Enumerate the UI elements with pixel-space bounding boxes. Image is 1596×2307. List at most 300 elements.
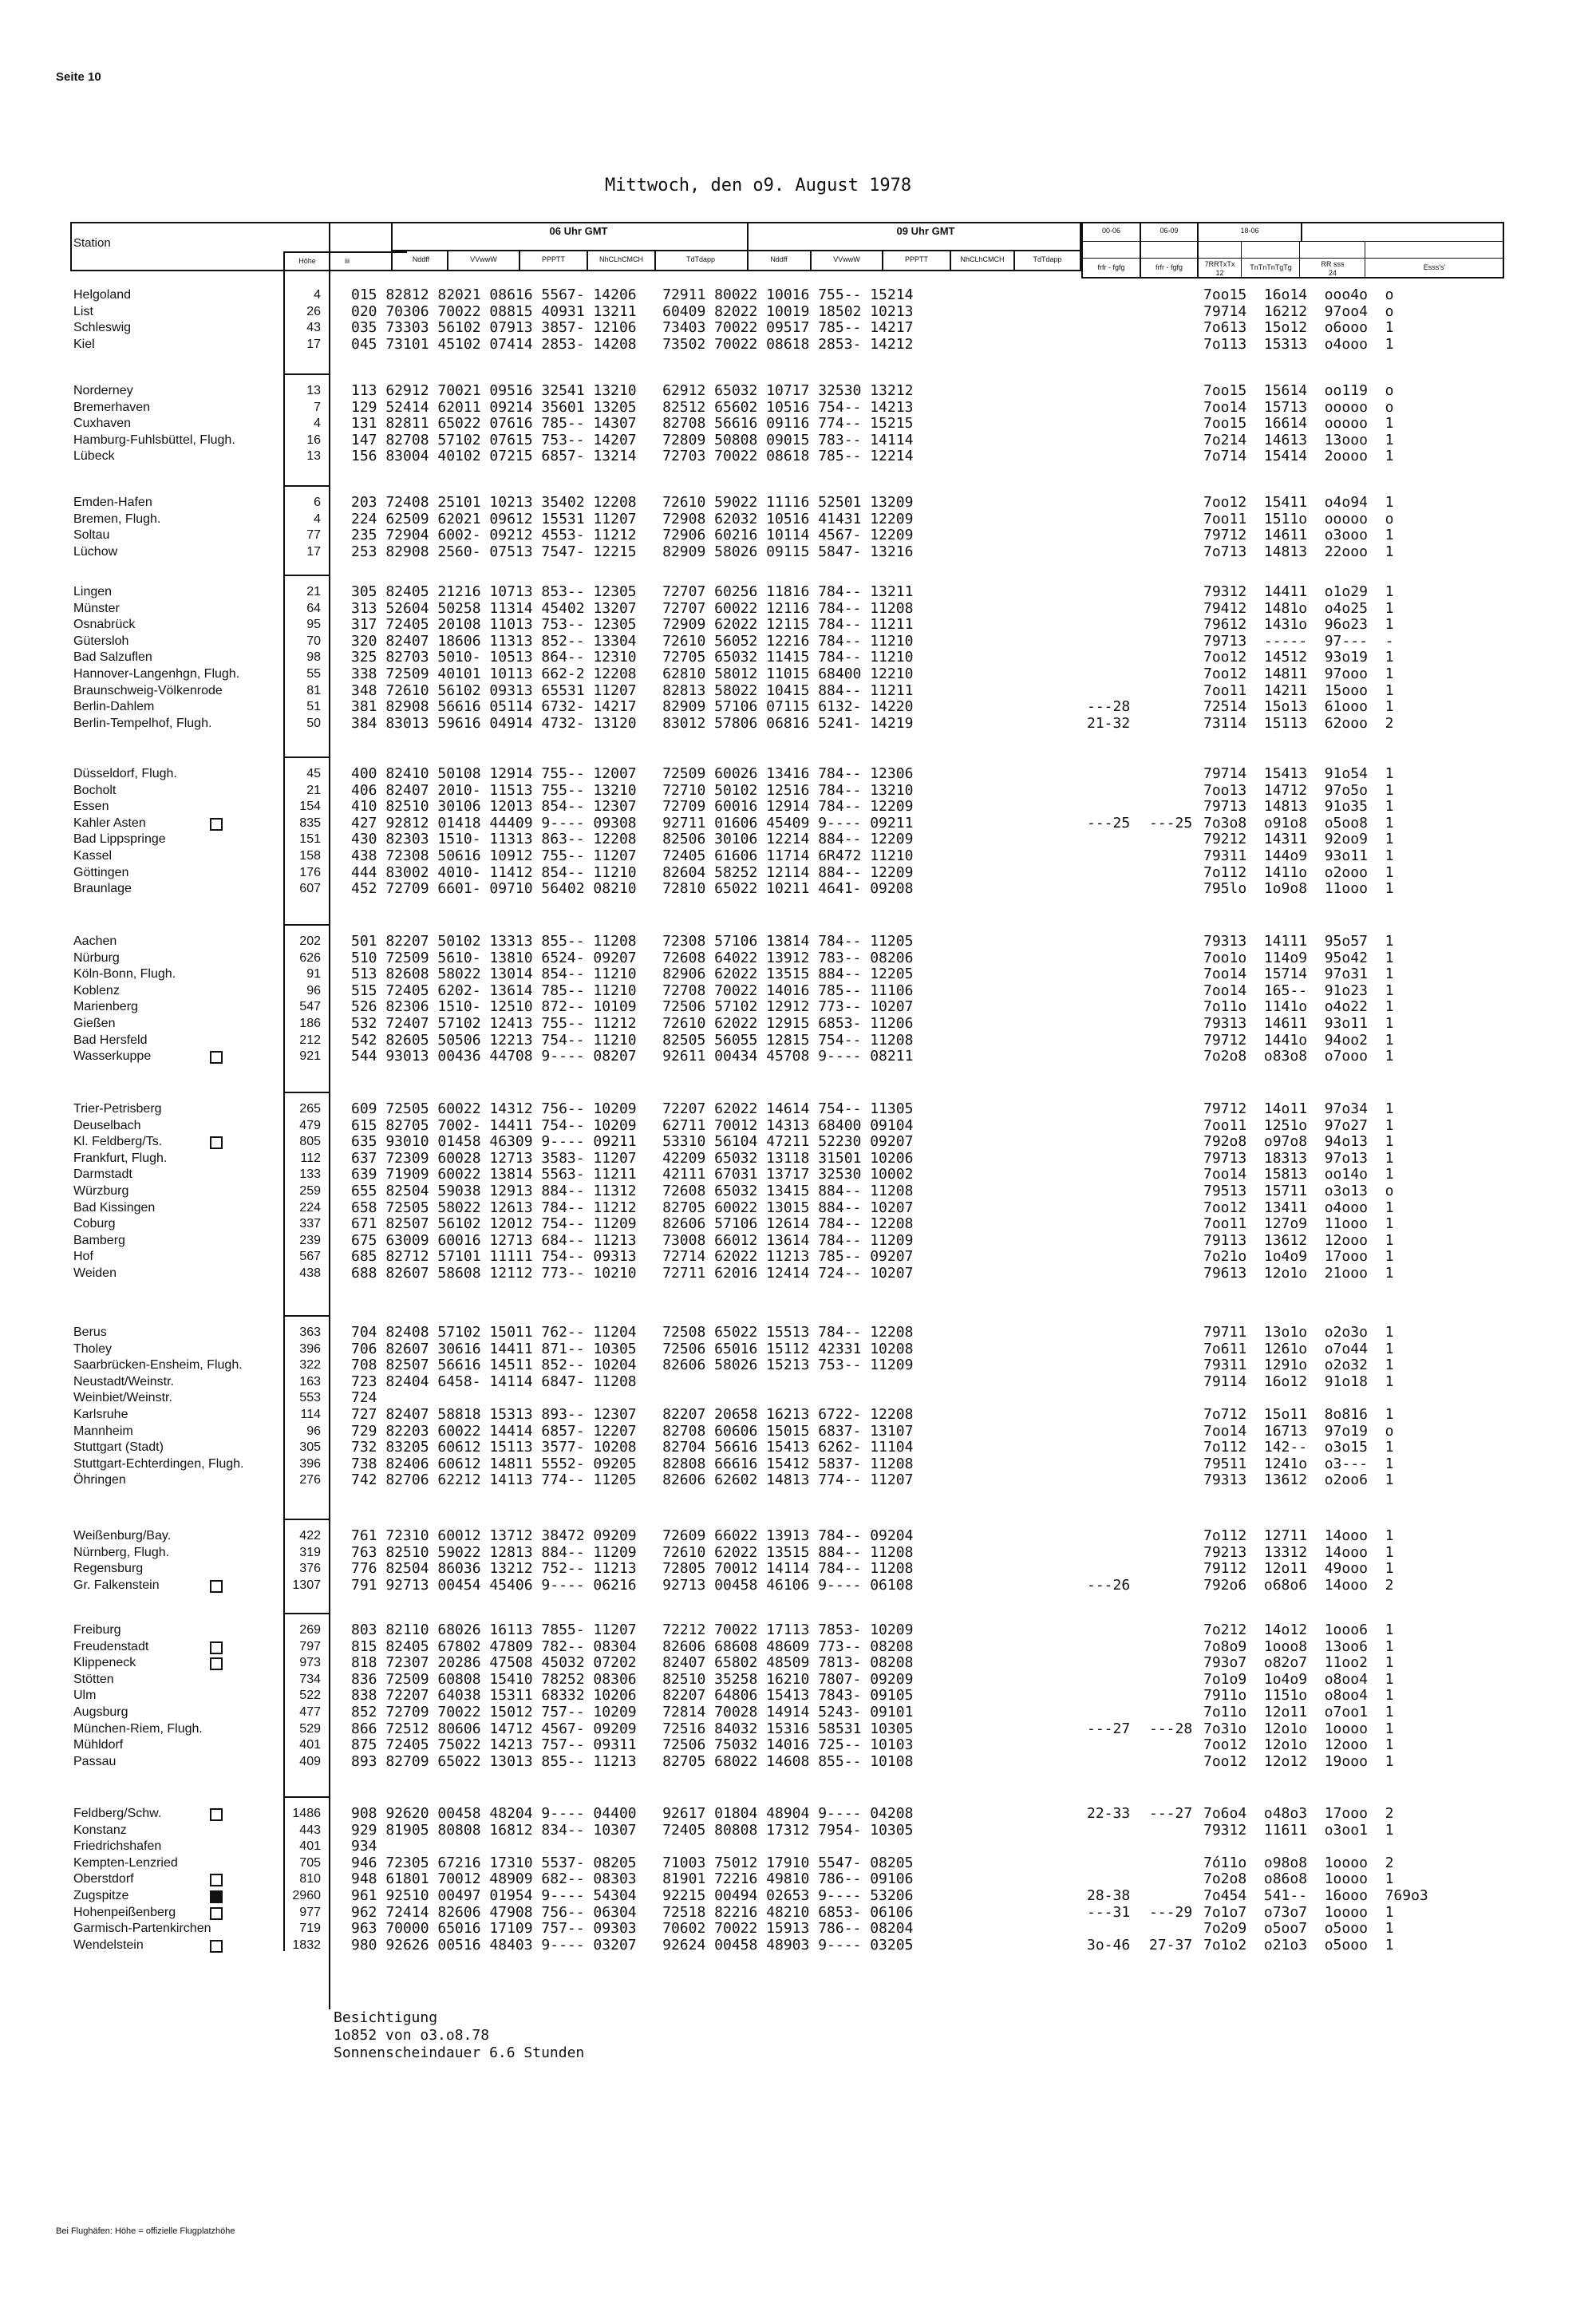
station-height: 443 — [299, 1823, 321, 1837]
station-height: 81 — [306, 684, 321, 697]
station-height: 16 — [306, 433, 321, 447]
header-period-1806: 18-06 — [1240, 227, 1259, 235]
observation-codes: 320 82407 18606 11313 852-- 13304 72610 56052 12216 784-- 11210 — [351, 633, 914, 650]
station-height: 114 — [300, 1408, 321, 1421]
observation-codes: 836 72509 60808 15410 78252 08306 82510 35258 16210 7807- 09209 — [351, 1671, 914, 1688]
summary-18-06: 7oo11 1511o ooooo o — [1203, 511, 1394, 527]
group-separator-line — [283, 575, 330, 576]
summary-18-06: 79114 16o12 91o18 1 — [1203, 1373, 1394, 1390]
group-separator-line — [283, 1092, 330, 1093]
station-name: Freudenstadt — [73, 1640, 149, 1653]
station-name: Mannheim — [73, 1424, 133, 1438]
open-square-icon — [210, 1136, 223, 1149]
station-name: Berus — [73, 1325, 107, 1339]
summary-18-06: 7o712 15o11 8o816 1 — [1203, 1406, 1394, 1423]
observation-codes: 406 82407 2010- 11513 755-- 13210 72710 50102 12516 784-- 13210 — [351, 782, 914, 799]
summary-18-06: 79113 13612 12ooo 1 — [1203, 1232, 1394, 1249]
station-height: 2960 — [292, 1889, 321, 1902]
open-square-icon — [210, 1808, 223, 1821]
summary-18-06: 7oo14 165-- 91o23 1 — [1203, 982, 1394, 999]
footnote: Bei Flughäfen: Höhe = offizielle Flugplatzhöhe — [56, 2226, 235, 2236]
header-rr-sub: 24 — [1328, 269, 1337, 277]
station-name: Aachen — [73, 934, 117, 948]
station-height: 239 — [299, 1234, 321, 1247]
station-name: Bad Hersfeld — [73, 1033, 148, 1047]
gust-00-06: ---27 — [1087, 1720, 1131, 1737]
station-name: Braunschweig-Völkenrode — [73, 684, 223, 697]
observation-codes: 963 70000 65016 17109 757-- 09303 70602 70022 15913 786-- 08204 — [351, 1920, 914, 1937]
summary-18-06: 7o21o 1o4o9 17ooo 1 — [1203, 1248, 1394, 1265]
station-name: Helgoland — [73, 288, 132, 302]
observation-codes: 542 82605 50506 12213 754-- 11210 82505 56055 12815 754-- 11208 — [351, 1032, 914, 1049]
observation-codes: 452 72709 6601- 09710 56402 08210 72810 65022 10211 4641- 09208 — [351, 880, 914, 897]
observation-codes: 675 63009 60016 12713 684-- 11213 73008 66012 13614 784-- 11209 — [351, 1232, 914, 1249]
station-height: 158 — [299, 849, 321, 863]
summary-18-06: 792o8 o97o8 94o13 1 — [1203, 1133, 1394, 1150]
station-height: 163 — [299, 1375, 321, 1389]
observation-codes: 708 82507 56616 14511 852-- 10204 82606 58026 15213 753-- 11209 — [351, 1357, 914, 1373]
station-height: 21 — [306, 585, 321, 598]
summary-18-06: 7o11o 1141o o4o22 1 — [1203, 998, 1394, 1015]
observation-codes: 948 61801 70012 48909 682-- 08303 81901 72216 49810 786-- 09106 — [351, 1870, 914, 1887]
station-height: 396 — [299, 1457, 321, 1471]
summary-18-06: 7oo15 16614 ooooo 1 — [1203, 415, 1394, 432]
observation-codes: 427 92812 01418 44409 9---- 09308 92711 01606 45409 9---- 09211 — [351, 815, 914, 832]
station-name: Würzburg — [73, 1184, 129, 1198]
open-square-icon — [210, 1657, 223, 1670]
summary-18-06: 79312 14411 o1o29 1 — [1203, 583, 1394, 600]
summary-18-06: 79311 144o9 93o11 1 — [1203, 847, 1394, 864]
station-name: Konstanz — [73, 1823, 127, 1837]
summary-18-06: 72514 15o13 61ooo 1 — [1203, 698, 1394, 715]
station-height: 626 — [299, 951, 321, 965]
open-square-icon — [210, 1580, 223, 1593]
summary-18-06: 79511 1241o o3--- 1 — [1203, 1456, 1394, 1472]
observation-codes: 035 73303 56102 07913 3857- 12106 73403 70022 09517 785-- 14217 — [351, 319, 914, 336]
station-height: 529 — [299, 1722, 321, 1736]
observation-codes: 946 72305 67216 17310 5537- 08205 71003 75012 17910 5547- 08205 — [351, 1855, 914, 1871]
station-height: 973 — [299, 1656, 321, 1669]
page-number: Seite 10 — [56, 70, 101, 84]
station-height: 276 — [299, 1473, 321, 1487]
station-name: Bamberg — [73, 1234, 125, 1247]
station-name: Hof — [73, 1250, 93, 1263]
station-name: Bad Salzuflen — [73, 650, 152, 664]
observation-codes: 400 82410 50108 12914 755-- 12007 72509 60026 13416 784-- 12306 — [351, 765, 914, 782]
observation-codes: 791 92713 00454 45406 9---- 06216 92713 00458 46106 9---- 06108 — [351, 1577, 914, 1594]
observation-codes: 908 92620 00458 48204 9---- 04400 92617 01804 48904 9---- 04208 — [351, 1805, 914, 1822]
station-height: 64 — [306, 602, 321, 615]
summary-18-06: 7oo13 14712 97o5o 1 — [1203, 782, 1394, 799]
gust-06-09: ---28 — [1149, 1720, 1193, 1737]
observation-codes: 875 72405 75022 14213 757-- 09311 72506 75032 14016 725-- 10103 — [351, 1736, 914, 1753]
station-height: 26 — [306, 305, 321, 318]
station-height: 567 — [299, 1250, 321, 1263]
station-name: Stuttgart-Echterdingen, Flugh. — [73, 1457, 244, 1471]
summary-18-06: 79412 1481o o4o25 1 — [1203, 600, 1394, 617]
station-height: 409 — [299, 1755, 321, 1768]
observation-codes: 838 72207 64038 15311 68332 10206 82207 64806 15413 7843- 09105 — [351, 1687, 914, 1704]
station-name: Wasserkuppe — [73, 1049, 152, 1063]
group-separator-line — [283, 1613, 330, 1614]
observation-codes: 776 82504 86036 13212 752-- 11213 72805 70012 14114 784-- 11208 — [351, 1560, 914, 1577]
observation-codes: 815 82405 67802 47809 782-- 08304 82606 68608 48609 773-- 08208 — [351, 1638, 914, 1655]
station-name: Osnabrück — [73, 618, 136, 631]
station-height: 977 — [299, 1906, 321, 1919]
station-height: 151 — [299, 832, 321, 846]
station-height: 70 — [306, 634, 321, 648]
observation-codes: 724 — [351, 1389, 377, 1406]
summary-18-06: 792o6 o68o6 14ooo 2 — [1203, 1577, 1394, 1594]
station-name: Karlsruhe — [73, 1408, 128, 1421]
station-height: 921 — [299, 1049, 321, 1063]
station-name: Norderney — [73, 384, 133, 397]
observation-codes: 253 82908 2560- 07513 7547- 12215 82909 58026 09115 5847- 13216 — [351, 543, 914, 560]
header-tntn: TnTnTnTgTg — [1250, 263, 1292, 271]
observation-codes: 045 73101 45102 07414 2853- 14208 73502 70022 08618 2853- 14212 — [351, 336, 914, 353]
summary-18-06: 79313 13612 o2oo6 1 — [1203, 1472, 1394, 1488]
observation-codes: 727 82407 58818 15313 893-- 12307 82207 20658 16213 6722- 12208 — [351, 1406, 914, 1423]
station-name: Lübeck — [73, 449, 115, 463]
observation-codes: 961 92510 00497 01954 9---- 54304 92215 00494 02653 9---- 53206 — [351, 1887, 914, 1904]
summary-18-06: 7o454 541-- 16ooo 769o3 — [1203, 1887, 1428, 1904]
header-gust-2: frfr - fgfg — [1155, 263, 1183, 271]
note-line: 1o852 von o3.o8.78 — [334, 2027, 490, 2044]
summary-18-06: 7oo12 12o1o 12ooo 1 — [1203, 1736, 1394, 1753]
station-name: Augsburg — [73, 1705, 128, 1719]
station-name: Nürnberg, Flugh. — [73, 1546, 170, 1559]
station-height: 176 — [299, 866, 321, 879]
station-height: 224 — [299, 1201, 321, 1215]
station-height: 4 — [314, 417, 321, 430]
observation-codes: 384 83013 59616 04914 4732- 13120 83012 57806 06816 5241- 14219 — [351, 715, 914, 732]
summary-18-06: 79713 18313 97o13 1 — [1203, 1150, 1394, 1167]
gust-00-06: ---26 — [1087, 1577, 1131, 1594]
station-height: 186 — [299, 1017, 321, 1030]
station-name: Nürburg — [73, 951, 120, 965]
summary-18-06: 7oo11 127o9 11ooo 1 — [1203, 1215, 1394, 1232]
station-name: Weinbiet/Weinstr. — [73, 1391, 172, 1404]
summary-18-06: 7o31o 12o1o 1oooo 1 — [1203, 1720, 1394, 1737]
station-name: Frankfurt, Flugh. — [73, 1152, 168, 1165]
station-height: 55 — [306, 667, 321, 681]
summary-18-06: 73114 15113 62ooo 2 — [1203, 715, 1394, 732]
observation-codes: 515 72405 6202- 13614 785-- 11210 72708 70022 14016 785-- 11106 — [351, 982, 914, 999]
observation-codes: 685 82712 57101 11111 754-- 09313 72714 62022 11213 785-- 09207 — [351, 1248, 914, 1265]
station-name: Freiburg — [73, 1623, 121, 1637]
summary-18-06: 7ó11o o98o8 1oooo 2 — [1203, 1855, 1394, 1871]
observation-codes: 147 82708 57102 07615 753-- 14207 72809 50808 09015 783-- 14114 — [351, 432, 914, 448]
station-height: 7 — [314, 401, 321, 414]
summary-18-06: 7o714 15414 2oooo 1 — [1203, 448, 1394, 464]
station-height: 479 — [299, 1119, 321, 1132]
summary-18-06: 7o112 12711 14ooo 1 — [1203, 1527, 1394, 1544]
station-name: Emden-Hafen — [73, 496, 152, 509]
station-name: Feldberg/Schw. — [73, 1807, 162, 1820]
station-height: 1307 — [292, 1578, 321, 1592]
station-name: Göttingen — [73, 866, 129, 879]
observation-codes: 729 82203 60022 14414 6857- 12207 82708 60606 15015 6837- 13107 — [351, 1423, 914, 1440]
summary-18-06: 7o1o2 o21o3 o5ooo 1 — [1203, 1937, 1394, 1953]
filled-square-icon — [210, 1890, 223, 1903]
station-height: 17 — [306, 545, 321, 559]
gust-06-09: ---29 — [1149, 1904, 1193, 1921]
station-name: Hohenpeißenberg — [73, 1906, 176, 1919]
station-height: 265 — [299, 1102, 321, 1116]
summary-18-06: 79311 1291o o2o32 1 — [1203, 1357, 1394, 1373]
station-height: 21 — [306, 784, 321, 797]
summary-18-06: 7o2o9 o5oo7 o5ooo 1 — [1203, 1920, 1394, 1937]
observation-codes: 852 72709 70022 15012 757-- 10209 72814 70028 14914 5243- 09101 — [351, 1704, 914, 1720]
observation-codes: 325 82703 5010- 10513 864-- 12310 72705 65032 11415 784-- 11210 — [351, 649, 914, 666]
summary-18-06: 7oo12 12o12 19ooo 1 — [1203, 1753, 1394, 1770]
station-height: 50 — [306, 717, 321, 730]
station-height: 319 — [299, 1546, 321, 1559]
header-09-cloud: NhCLhCMCH — [960, 255, 1005, 263]
station-height: 13 — [306, 384, 321, 397]
observation-codes: 761 72310 60012 13712 38472 09209 72609 66022 13913 784-- 09204 — [351, 1527, 914, 1544]
station-height: 43 — [306, 321, 321, 334]
station-name: Kassel — [73, 849, 113, 863]
header-period-0609: 06-09 — [1159, 227, 1179, 235]
station-name: Lüchow — [73, 545, 118, 559]
header-06-vvwww: VVwwW — [470, 255, 497, 263]
header-hoehe: Höhe — [298, 257, 316, 265]
station-name: Friedrichshafen — [73, 1839, 162, 1853]
station-height: 477 — [299, 1705, 321, 1719]
observation-codes: 688 82607 58608 12112 773-- 10210 72711 62016 12414 724-- 10207 — [351, 1265, 914, 1282]
observation-codes: 438 72308 50616 10912 755-- 11207 72405 61606 11714 6R472 11210 — [351, 847, 914, 864]
observation-codes: 235 72904 6002- 09212 4553- 11212 72906 60216 10114 4567- 12209 — [351, 527, 914, 543]
station-height: 6 — [314, 496, 321, 509]
station-name: Darmstadt — [73, 1167, 132, 1181]
observation-codes: 615 82705 7002- 14411 754-- 10209 62711 70012 14313 68400 09104 — [351, 1117, 914, 1134]
summary-18-06: 79713 ----- 97--- - — [1203, 633, 1394, 650]
station-height: 202 — [299, 934, 321, 948]
station-name: Koblenz — [73, 984, 120, 997]
summary-18-06: 79712 1441o 94oo2 1 — [1203, 1032, 1394, 1049]
station-name: Kahler Asten — [73, 816, 146, 830]
note-line: Besichtigung — [334, 2009, 438, 2026]
header-09-ppptt: PPPTT — [904, 255, 928, 263]
station-name: Saarbrücken-Ensheim, Flugh. — [73, 1358, 243, 1372]
summary-18-06: 7o214 14613 13ooo 1 — [1203, 432, 1394, 448]
summary-18-06: 7oo11 1251o 97o27 1 — [1203, 1117, 1394, 1134]
station-height: 810 — [299, 1872, 321, 1886]
station-height: 835 — [299, 816, 321, 830]
summary-18-06: 7o611 1261o o7o44 1 — [1203, 1341, 1394, 1357]
station-height: 305 — [299, 1440, 321, 1454]
header-06-cloud: NhCLhCMCH — [598, 255, 643, 263]
observation-codes: 742 82706 62212 14113 774-- 11205 82606 62602 14813 774-- 11207 — [351, 1472, 914, 1488]
group-separator-line — [283, 373, 330, 375]
header-esss: Esss's' — [1423, 263, 1446, 271]
group-separator-line — [283, 1315, 330, 1317]
observation-codes: 723 82404 6458- 14114 6847- 11208 — [351, 1373, 637, 1390]
observation-codes: 655 82504 59038 12913 884-- 11312 72608 65032 13415 884-- 11208 — [351, 1183, 914, 1199]
station-name: Düsseldorf, Flugh. — [73, 767, 177, 780]
summary-18-06: 7o8o9 1ooo8 13oo6 1 — [1203, 1638, 1394, 1655]
notes — [334, 2009, 584, 2062]
station-name: Öhringen — [73, 1473, 126, 1487]
observation-codes: 015 82812 82021 08616 5567- 14206 72911 80022 10016 755-- 15214 — [351, 286, 914, 303]
summary-18-06: 79112 12o11 49ooo 1 — [1203, 1560, 1394, 1577]
station-name: München-Riem, Flugh. — [73, 1722, 203, 1736]
summary-18-06: 7oo14 16713 97o19 o — [1203, 1423, 1394, 1440]
station-name: Bad Kissingen — [73, 1201, 156, 1215]
observation-codes: 381 82908 56616 05114 6732- 14217 82909 57106 07115 6132- 14220 — [351, 698, 914, 715]
station-height: 396 — [299, 1342, 321, 1356]
summary-18-06: 79213 13312 14ooo 1 — [1203, 1544, 1394, 1561]
header-7rr: 7RRTxTx — [1204, 260, 1235, 268]
station-height: 112 — [300, 1152, 321, 1165]
observation-codes: 738 82406 60612 14811 5552- 09205 82808 66616 15412 5837- 11208 — [351, 1456, 914, 1472]
summary-18-06: 7o3o8 o91o8 o5oo8 1 — [1203, 815, 1394, 832]
observation-codes: 131 82811 65022 07616 785-- 14307 82708 56616 09116 774-- 15215 — [351, 415, 914, 432]
station-name: Klippeneck — [73, 1656, 136, 1669]
observation-codes: 224 62509 62021 09612 15531 11207 72908 62032 10516 41431 12209 — [351, 511, 914, 527]
header-rr-sss: RR sss — [1321, 260, 1345, 268]
observation-codes: 444 83002 4010- 11412 854-- 11210 82604 58252 12114 884-- 12209 — [351, 864, 914, 881]
station-name: Essen — [73, 800, 109, 813]
open-square-icon — [210, 1051, 223, 1064]
observation-codes: 962 72414 82606 47908 756-- 06304 72518 82216 48210 6853- 06106 — [351, 1904, 914, 1921]
group-separator-line — [283, 1519, 330, 1520]
summary-18-06: 7o112 1411o o2ooo 1 — [1203, 864, 1394, 881]
summary-18-06: 793o7 o82o7 11oo2 1 — [1203, 1654, 1394, 1671]
station-height: 96 — [306, 984, 321, 997]
station-name: Stuttgart (Stadt) — [73, 1440, 164, 1454]
station-name: Cuxhaven — [73, 417, 132, 430]
observation-codes: 348 72610 56102 09313 65531 11207 82813 58022 10415 884-- 11211 — [351, 682, 914, 699]
observation-codes: 637 72309 60028 12713 3583- 11207 42209 65032 13118 31501 10206 — [351, 1150, 914, 1167]
summary-18-06: 7oo14 15714 97o31 1 — [1203, 966, 1394, 982]
station-height: 269 — [299, 1623, 321, 1637]
observation-codes: 818 72307 20286 47508 45032 07202 82407 65802 48509 7813- 08208 — [351, 1654, 914, 1671]
observation-codes: 929 81905 80808 16812 834-- 10307 72405 80808 17312 7954- 10305 — [351, 1822, 914, 1839]
station-name: Mühldorf — [73, 1738, 124, 1752]
station-name: Passau — [73, 1755, 117, 1768]
group-separator-line — [283, 1796, 330, 1798]
summary-18-06: 7o1o7 o73o7 1oooo 1 — [1203, 1904, 1394, 1921]
station-height: 95 — [306, 618, 321, 631]
station-name: Schleswig — [73, 321, 132, 334]
station-name: Gießen — [73, 1017, 116, 1030]
station-name: Kl. Feldberg/Ts. — [73, 1135, 163, 1148]
station-name: Ulm — [73, 1689, 97, 1702]
summary-18-06: 79613 12o1o 21ooo 1 — [1203, 1265, 1394, 1282]
summary-18-06: 7o1o9 1o4o9 o8oo4 1 — [1203, 1671, 1394, 1688]
observation-codes: 020 70306 70022 08815 40931 13211 60409 82022 10019 18502 10213 — [351, 303, 914, 320]
station-name: Tholey — [73, 1342, 113, 1356]
observation-codes: 658 72505 58022 12613 784-- 11212 82705 60022 13015 884-- 10207 — [351, 1199, 914, 1216]
station-name: Hamburg-Fuhlsbüttel, Flugh. — [73, 433, 235, 447]
station-height: 259 — [299, 1184, 321, 1198]
observation-codes: 934 — [351, 1838, 377, 1855]
observation-codes: 763 82510 59022 12813 884-- 11209 72610 62022 13515 884-- 11208 — [351, 1544, 914, 1561]
header-09-tdtd: TdTdapp — [1033, 255, 1062, 263]
station-name: Trier-Petrisberg — [73, 1102, 162, 1116]
observation-codes: 980 92626 00516 48403 9---- 03207 92624 00458 48903 9---- 03205 — [351, 1937, 914, 1953]
observation-codes: 532 72407 57102 12413 755-- 11212 72610 62022 12915 6853- 11206 — [351, 1015, 914, 1032]
gust-00-06: 22-33 — [1087, 1805, 1131, 1822]
gust-00-06: 3o-46 — [1087, 1937, 1131, 1953]
summary-18-06: 7oo12 14512 93o19 1 — [1203, 649, 1394, 666]
observation-codes: 430 82303 1510- 11313 863-- 12208 82506 30106 12214 884-- 12209 — [351, 831, 914, 847]
summary-18-06: 79711 13o1o o2o3o 1 — [1203, 1324, 1394, 1341]
station-name: Bocholt — [73, 784, 117, 797]
observation-codes: 526 82306 1510- 12510 872-- 10109 72506 57102 12912 773-- 10207 — [351, 998, 914, 1015]
summary-18-06: 7o113 15313 o4ooo 1 — [1203, 336, 1394, 353]
observation-codes: 544 93013 00436 44708 9---- 08207 92611 00434 45708 9---- 08211 — [351, 1048, 914, 1065]
observation-codes: 893 82709 65022 13013 855-- 11213 82705 68022 14608 855-- 10108 — [351, 1753, 914, 1770]
station-height: 797 — [299, 1640, 321, 1653]
observation-codes: 704 82408 57102 15011 762-- 11204 72508 65022 15513 784-- 12208 — [351, 1324, 914, 1341]
header-06-tdtd: TdTdapp — [685, 255, 716, 263]
summary-18-06: 7o2o8 o83o8 o7ooo 1 — [1203, 1048, 1394, 1065]
station-name: Weiden — [73, 1266, 117, 1280]
observation-codes: 706 82607 30616 14411 871-- 10305 72506 65016 15112 42331 10208 — [351, 1341, 914, 1357]
station-name: Marienberg — [73, 1000, 138, 1013]
station-name: Stötten — [73, 1673, 114, 1686]
station-height: 401 — [299, 1738, 321, 1752]
gust-00-06: 28-38 — [1087, 1887, 1131, 1904]
station-height: 401 — [299, 1839, 321, 1853]
date-heading: Mittwoch, den o9. August 1978 — [605, 176, 912, 196]
header-iii: iii — [345, 257, 350, 265]
station-name: Garmisch-Partenkirchen — [73, 1922, 211, 1935]
group-separator-line — [283, 756, 330, 758]
summary-18-06: 7o112 142-- o3o15 1 — [1203, 1439, 1394, 1456]
station-name: Lingen — [73, 585, 113, 598]
group-separator-line — [283, 485, 330, 487]
station-height: 17 — [306, 338, 321, 351]
station-height: 547 — [299, 1000, 321, 1013]
station-height: 133 — [299, 1167, 321, 1181]
gust-06-09: ---27 — [1149, 1805, 1193, 1822]
summary-18-06: 7oo14 15713 ooooo o — [1203, 399, 1394, 416]
station-name: Soltau — [73, 528, 110, 542]
note-line: Sonnenscheindauer 6.6 Stunden — [334, 2044, 585, 2061]
group-separator-line — [283, 924, 330, 926]
station-name: Kiel — [73, 338, 95, 351]
station-name: Deuselbach — [73, 1119, 141, 1132]
observation-codes: 305 82405 21216 10713 853-- 12305 72707 60256 11816 784-- 13211 — [351, 583, 914, 600]
observation-codes: 313 52604 50258 11314 45402 13207 72707 60022 12116 784-- 11208 — [351, 600, 914, 617]
station-height: 212 — [299, 1033, 321, 1047]
summary-18-06: 7o613 15o12 o6ooo 1 — [1203, 319, 1394, 336]
station-height: 4 — [314, 512, 321, 526]
header-period-0006: 00-06 — [1101, 227, 1121, 235]
observation-codes: 639 71909 60022 13814 5563- 11211 42111 67031 13717 32530 10002 — [351, 1166, 914, 1183]
station-height: 96 — [306, 1424, 321, 1438]
station-name: Köln-Bonn, Flugh. — [73, 967, 176, 981]
header-06-nddff: Nddff — [412, 255, 430, 263]
station-height: 734 — [299, 1673, 321, 1686]
summary-18-06: 79513 15711 o3o13 o — [1203, 1183, 1394, 1199]
station-name: Gr. Falkenstein — [73, 1578, 160, 1592]
observation-codes: 338 72509 40101 10113 662-2 12208 62810 58012 11015 68400 12210 — [351, 666, 914, 682]
observation-codes: 803 82110 68026 16113 7855- 11207 72212 70022 17113 7853- 10209 — [351, 1622, 914, 1638]
observation-codes: 671 82507 56102 12012 754-- 11209 82606 57106 12614 784-- 12208 — [351, 1215, 914, 1232]
summary-18-06: 7o2o8 o86o8 1oooo 1 — [1203, 1870, 1394, 1887]
summary-18-06: 79612 1431o 96o23 1 — [1203, 616, 1394, 633]
station-name: Berlin-Dahlem — [73, 700, 155, 713]
open-square-icon — [210, 1907, 223, 1920]
summary-18-06: 7o6o4 o48o3 17ooo 2 — [1203, 1805, 1394, 1822]
observation-codes: 129 52414 62011 09214 35601 13205 82512 65602 10516 754-- 14213 — [351, 399, 914, 416]
header-7rr-sub: 12 — [1215, 269, 1224, 277]
